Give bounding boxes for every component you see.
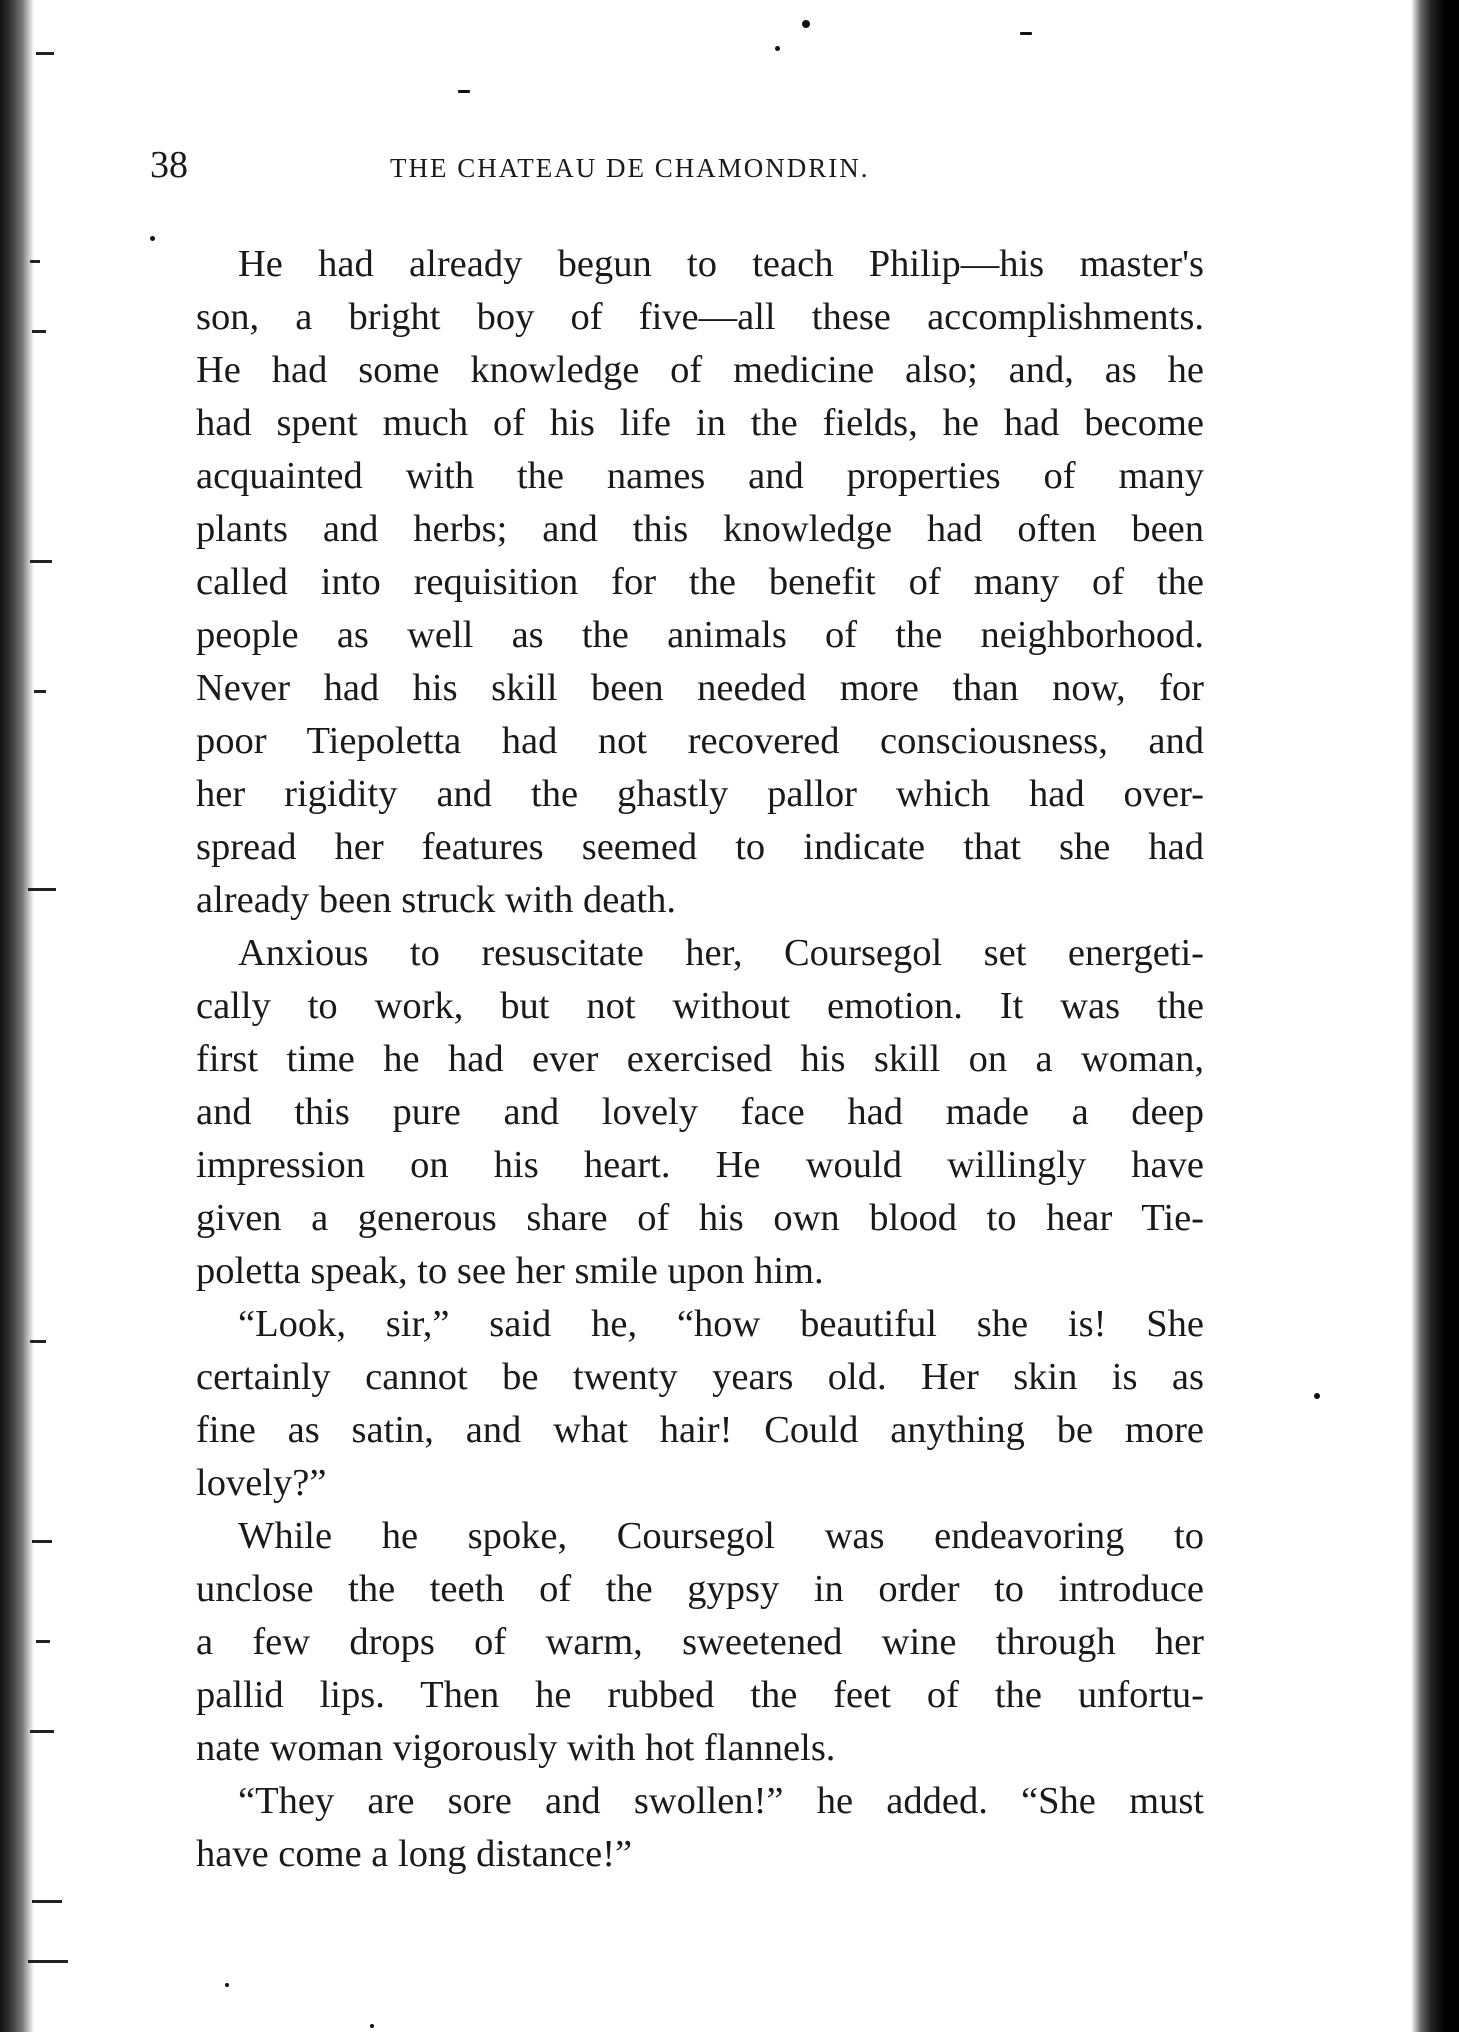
- ink-speck: [1314, 1393, 1320, 1399]
- text-line: He had already begun to teach Philip—his master's: [238, 243, 1204, 285]
- paragraph: [154, 1775, 1204, 1881]
- text-line: unclose the teeth of the gypsy in order to introduce: [196, 1568, 1204, 1610]
- page-number: 38: [150, 144, 188, 186]
- text-line: nate woman vigorously with hot flannels.: [196, 1727, 836, 1769]
- text-line: certainly cannot be twenty years old. Her skin is as: [196, 1356, 1204, 1398]
- text-line: a few drops of warm, sweetened wine through her: [196, 1621, 1204, 1663]
- text-line: spread her features seemed to indicate that she had: [196, 826, 1204, 868]
- text-line: first time he had ever exercised his skill on a woman,: [196, 1038, 1204, 1080]
- text-line: her rigidity and the ghastly pallor which had over-: [196, 773, 1204, 815]
- text-line: He had some knowledge of medicine also; and, as he: [196, 349, 1204, 391]
- paragraph: [154, 1510, 1204, 1775]
- text-line: plants and herbs; and this knowledge had often been: [196, 508, 1204, 550]
- ink-speck: [370, 2024, 374, 2028]
- paragraph: [154, 927, 1204, 1298]
- text-line: “Look, sir,” said he, “how beautiful she is! She: [238, 1303, 1204, 1345]
- text-line: acquainted with the names and properties of many: [196, 455, 1204, 497]
- text-line: called into requisition for the benefit of many of the: [196, 561, 1204, 603]
- ink-speck: [775, 46, 780, 51]
- text-line: “They are sore and swollen!” he added. “She must: [238, 1780, 1204, 1822]
- text-line: cally to work, but not without emotion. It was the: [196, 985, 1204, 1027]
- text-line: given a generous share of his own blood to hear Tie-: [196, 1197, 1204, 1239]
- paragraph: [154, 1298, 1204, 1510]
- paragraph: [154, 238, 1204, 927]
- text-line: pallid lips. Then he rubbed the feet of the unfortu-: [196, 1674, 1204, 1716]
- text-line: have come a long distance!”: [196, 1833, 633, 1875]
- body-text: [154, 238, 1204, 1881]
- text-line: Anxious to resuscitate her, Coursegol set energeti-: [238, 932, 1204, 974]
- text-line: Never had his skill been needed more than now, for: [196, 667, 1204, 709]
- text-line: lovely?”: [196, 1462, 327, 1504]
- text-line: fine as satin, and what hair! Could anything be more: [196, 1409, 1204, 1451]
- text-line: people as well as the animals of the neighborhood.: [196, 614, 1204, 656]
- ink-speck: [225, 1983, 229, 1987]
- ink-speck: [802, 20, 810, 28]
- text-line: son, a bright boy of five—all these accomplishments.: [196, 296, 1204, 338]
- page-edge-shadow: [1411, 0, 1459, 2032]
- ink-speck: [458, 90, 470, 93]
- ink-speck: [1020, 32, 1032, 35]
- text-line: already been struck with death.: [196, 879, 676, 921]
- text-line: While he spoke, Coursegol was endeavoring to: [238, 1515, 1204, 1557]
- text-line: poor Tiepoletta had not recovered consciousness, and: [196, 720, 1204, 762]
- running-title: THE CHATEAU DE CHAMONDRIN.: [390, 153, 870, 183]
- text-line: impression on his heart. He would willingly have: [196, 1144, 1204, 1186]
- binding-edge-specks: [26, 0, 146, 2032]
- text-line: had spent much of his life in the fields, he had become: [196, 402, 1204, 444]
- text-line: poletta speak, to see her smile upon him.: [196, 1250, 824, 1292]
- page-header: [150, 142, 1210, 192]
- text-line: and this pure and lovely face had made a deep: [196, 1091, 1204, 1133]
